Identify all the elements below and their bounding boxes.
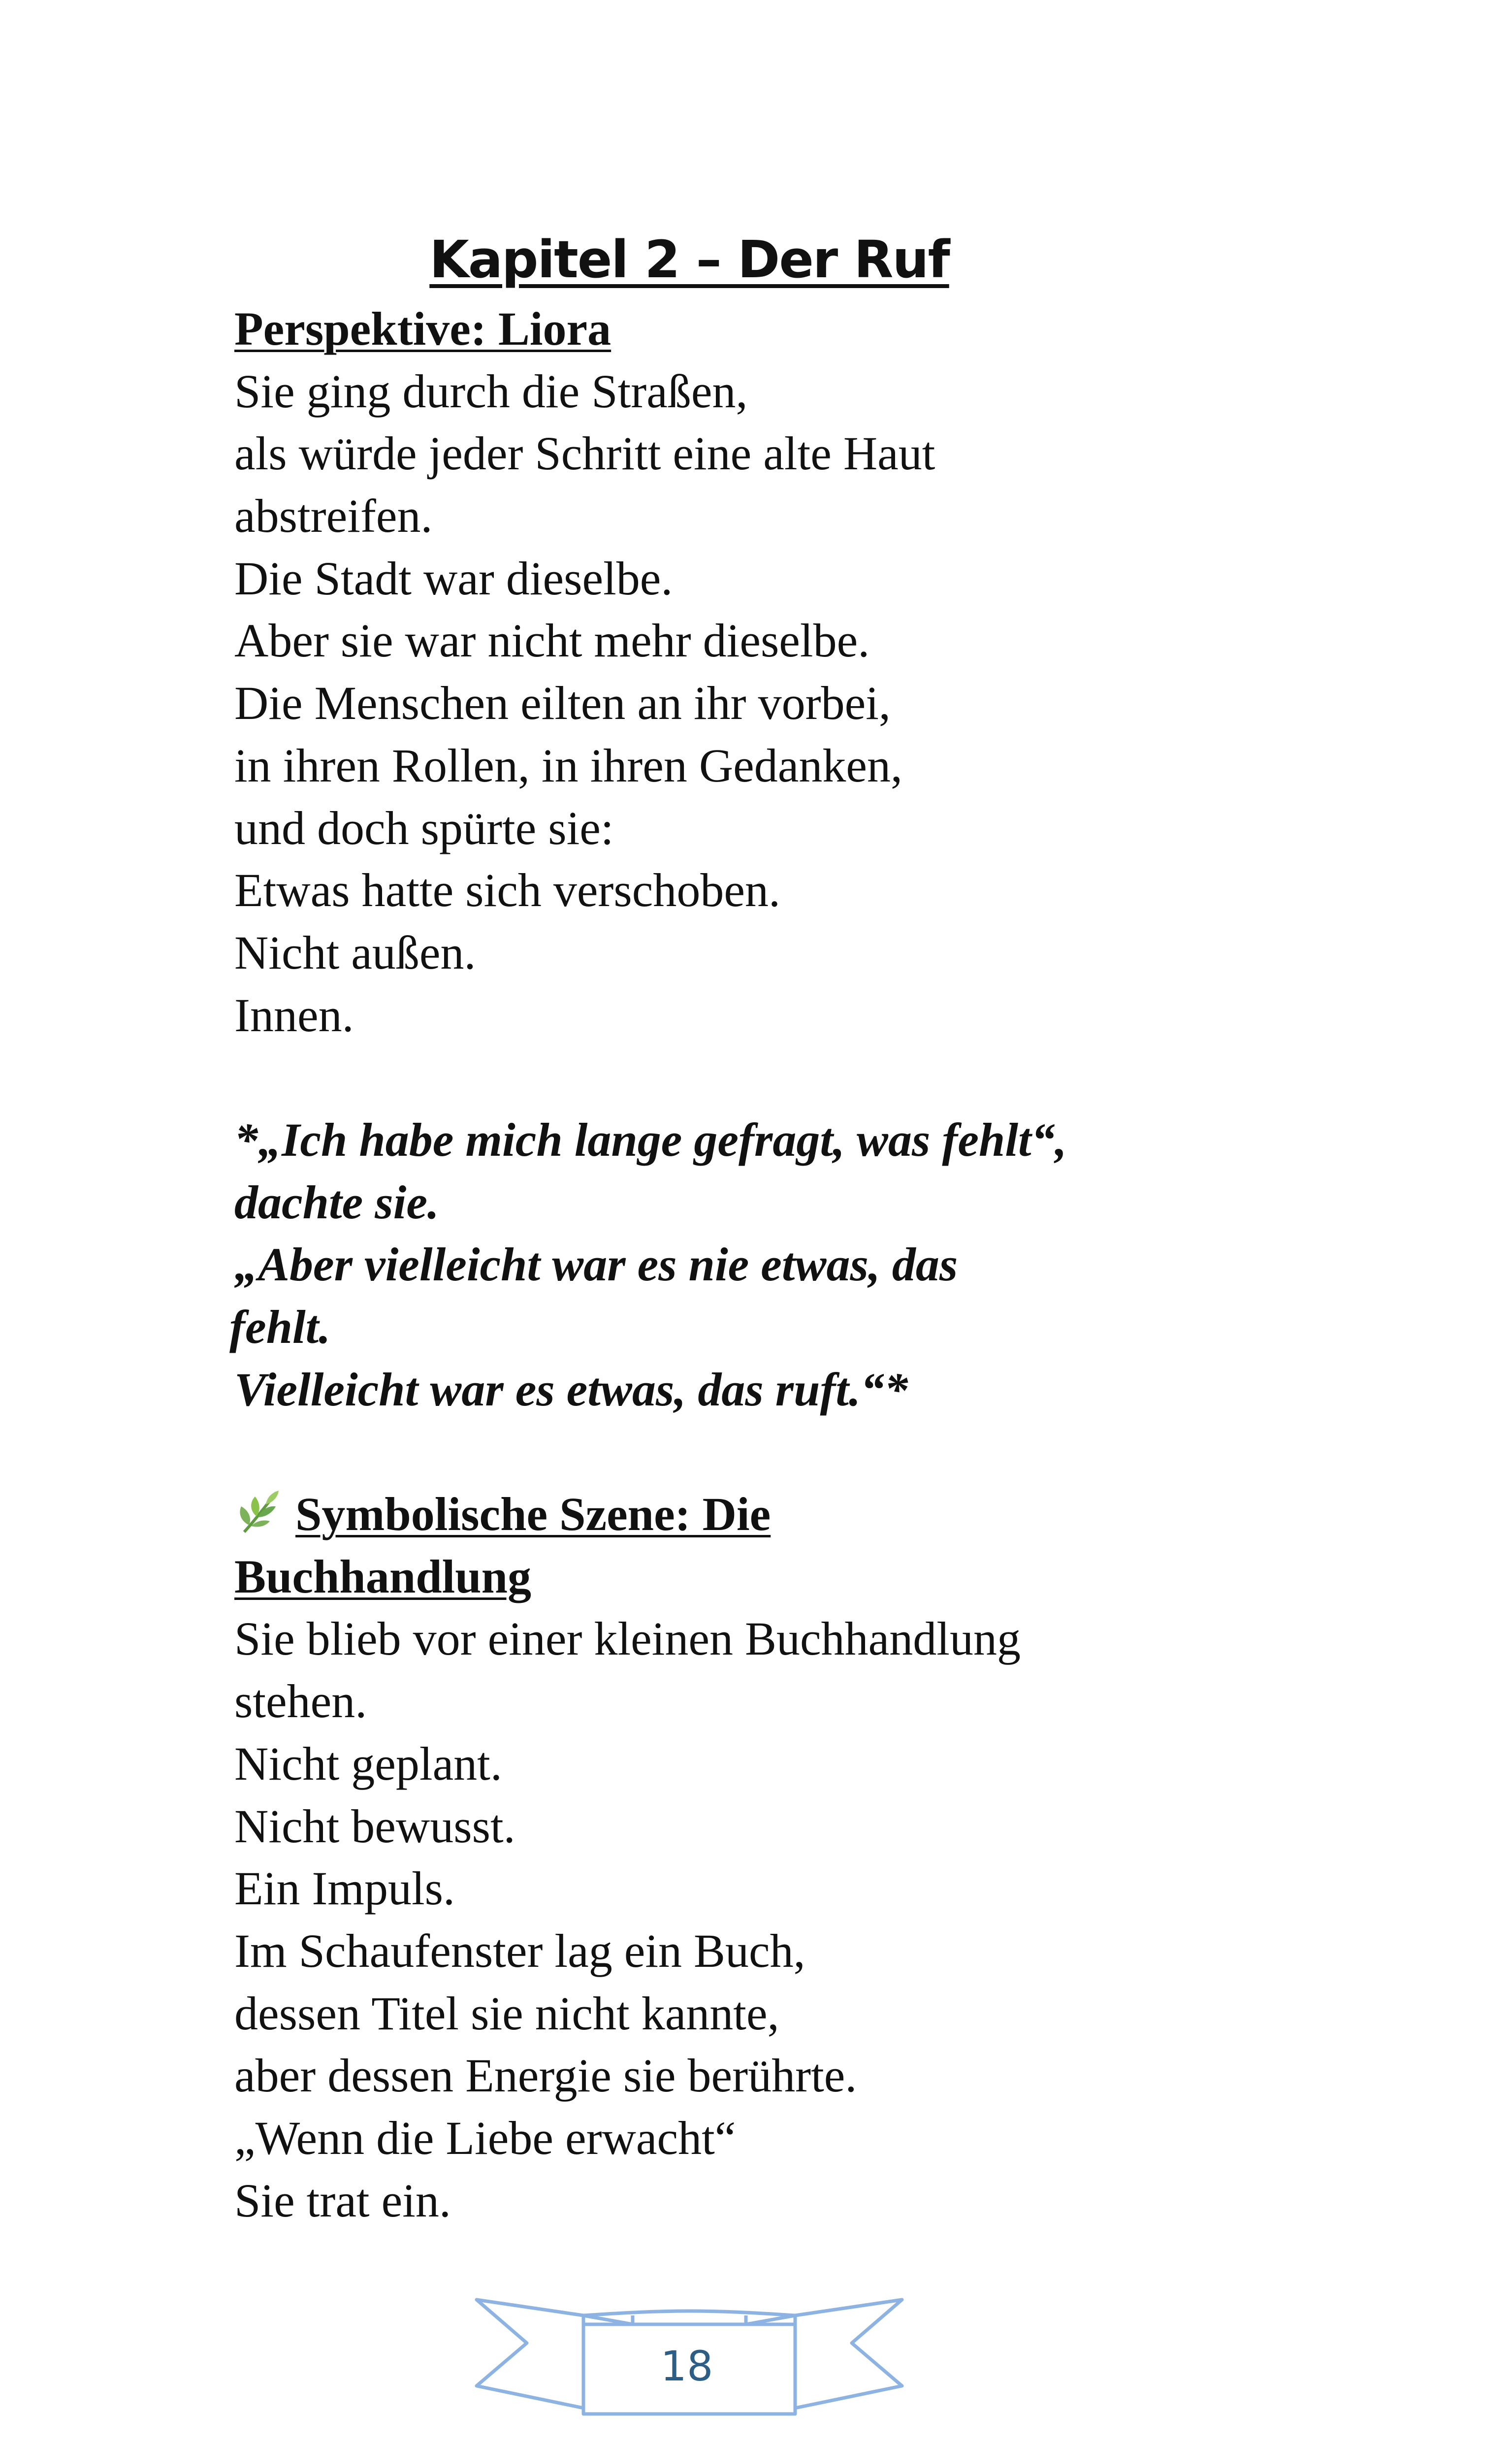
text-line: Nicht außen. (234, 926, 476, 979)
scene-heading-line1: Symbolische Szene: Die (295, 1488, 771, 1541)
text-line: stehen. (234, 1675, 367, 1728)
text-line: Nicht geplant. (234, 1737, 502, 1790)
text-line: Sie ging durch die Straßen, (234, 364, 748, 418)
text-line: Etwas hatte sich verschoben. (234, 864, 780, 917)
quote-line: *„Ich habe mich lange gefragt, was fehlt“, (234, 1113, 1067, 1166)
text-line: abstreifen. (234, 489, 433, 543)
text-line: Sie blieb vor einer kleinen Buchhandlung (234, 1612, 1021, 1665)
quote-line: dachte sie. (234, 1175, 439, 1229)
paragraph-gap (234, 1421, 1268, 1483)
text-line: Aber sie war nicht mehr dieselbe. (234, 614, 870, 667)
text-line: Im Schaufenster lag ein Buch, (234, 1924, 805, 1977)
text-line: „Wenn die Liebe erwacht“ (234, 2111, 736, 2164)
scene-heading-line2: Buchhandlung (234, 1550, 532, 1603)
text-line: Die Menschen eilten an ihr vorbei, (234, 677, 891, 730)
page-number: 18 (660, 2342, 713, 2390)
text-line: in ihren Rollen, in ihren Gedanken, (234, 739, 902, 792)
text-line: Die Stadt war dieselbe. (234, 552, 673, 605)
paragraph-gap (234, 1046, 1268, 1109)
text-line: Nicht bewusst. (234, 1799, 515, 1853)
perspective-heading: Perspektive: Liora (234, 302, 611, 355)
leaf-icon (234, 1487, 284, 1536)
scene-heading-underline-lead (234, 1488, 295, 1540)
page-body (229, 298, 1268, 2232)
text-line: und doch spürte sie: (234, 801, 614, 854)
quote-line: „Aber vielleicht war es nie etwas, das (234, 1238, 958, 1291)
text-line: als würde jeder Schritt eine alte Haut (234, 427, 935, 480)
scene-heading (234, 1483, 1268, 1546)
chapter-title: Kapitel 2 – Der Ruf (429, 229, 949, 290)
quote-line: fehlt. (229, 1301, 331, 1353)
text-line: aber dessen Energie sie berührte. (234, 2049, 857, 2102)
quote-line: Vielleicht war es etwas, das ruft.“* (234, 1363, 908, 1416)
text-line: Ein Impuls. (234, 1862, 455, 1915)
text-line: Sie trat ein. (234, 2174, 451, 2227)
text-line: Innen. (234, 988, 354, 1042)
text-line: dessen Titel sie nicht kannte, (234, 1987, 779, 2040)
